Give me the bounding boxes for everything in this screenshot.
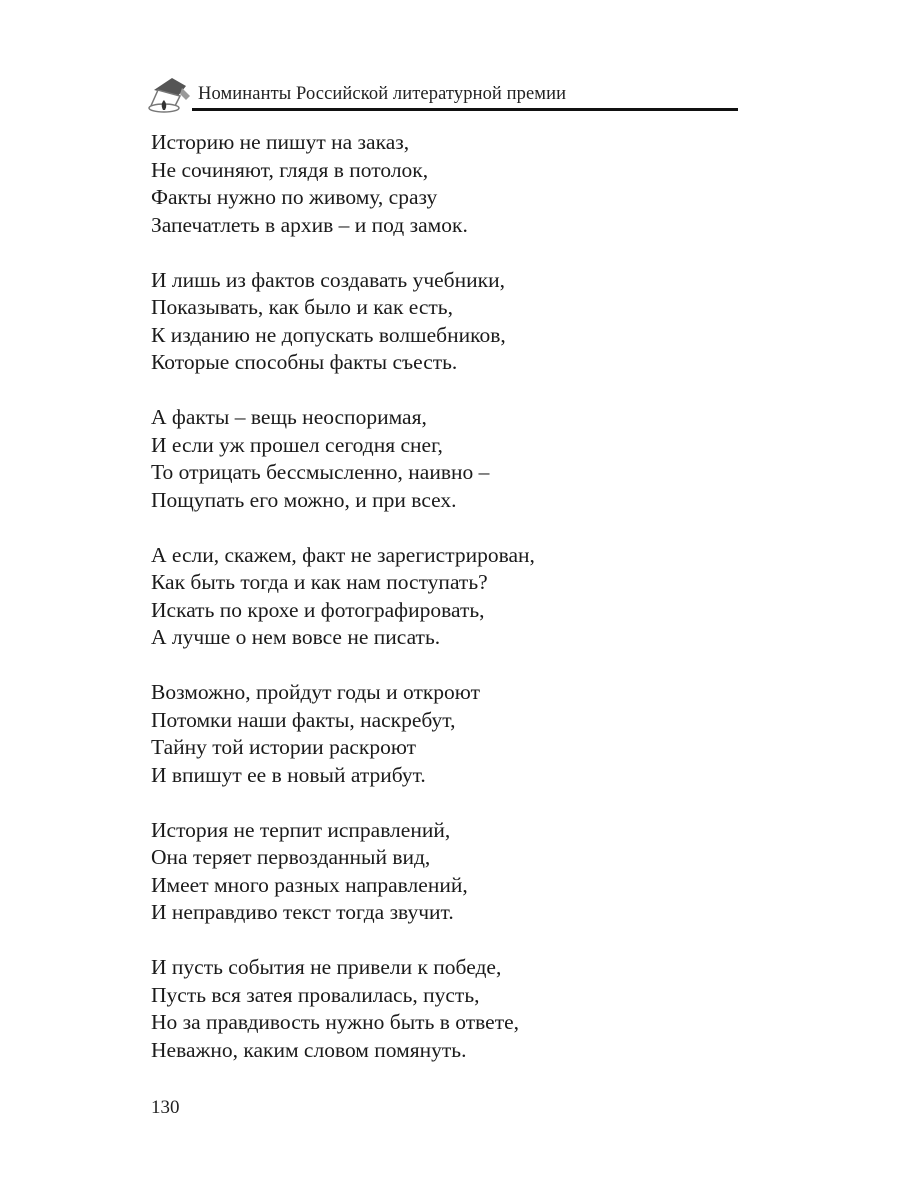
poem-line: Не сочиняют, глядя в потолок,	[151, 157, 429, 182]
poem-line: Имеет много разных направлений,	[151, 872, 468, 897]
poem-line: И неправдиво текст тогда звучит.	[151, 900, 454, 924]
poem-line: А факты – вещь неоспоримая,	[151, 405, 427, 429]
running-header	[146, 70, 738, 114]
stanza	[151, 679, 771, 789]
poem-line: Историю не пишут на заказ,	[151, 130, 410, 154]
poem-line: Как быть тогда и как нам поступать?	[151, 570, 488, 594]
poem-line: Потомки наши факты, наскребут,	[151, 707, 456, 732]
poem-line: Возможно, пройдут годы и откроют	[151, 680, 480, 704]
poem-line: Искать по крохе и фотографировать,	[151, 597, 485, 622]
stanza	[151, 267, 771, 377]
poem-line: А лучше о нем вовсе не писать.	[151, 625, 441, 649]
stanza	[151, 954, 771, 1064]
poem-line: Показывать, как было и как есть,	[151, 295, 453, 319]
stanza	[151, 129, 771, 239]
poem-line: Пощупать его можно, и при всех.	[151, 487, 457, 512]
poem-line: Которые способны факты съесть.	[151, 350, 458, 374]
poem	[151, 129, 771, 1092]
stanza	[151, 817, 771, 927]
poem-line: То отрицать бессмысленно, наивно –	[151, 460, 490, 484]
stanza	[151, 404, 771, 514]
poem-line: И пусть события не привели к победе,	[151, 955, 502, 979]
poem-line: Но за правдивость нужно быть в ответе,	[151, 1010, 520, 1034]
page-number: 130	[151, 1097, 180, 1118]
poem-line: И лишь из фактов создавать учебники,	[151, 267, 505, 292]
poem-line: Неважно, каким словом помянуть.	[151, 1037, 467, 1062]
bell-logo-icon	[146, 70, 196, 114]
poem-line: История не терпит исправлений,	[151, 817, 451, 842]
poem-line: Тайну той истории раскроют	[151, 735, 417, 759]
poem-line: И если уж прошел сегодня снег,	[151, 432, 443, 457]
stanza	[151, 542, 771, 652]
header-title: Номинанты Российской литературной премии	[198, 84, 567, 104]
poem-line: А если, скажем, факт не зарегистрирован,	[151, 542, 535, 567]
poem-line: Пусть вся затея провалилась, пусть,	[151, 982, 480, 1007]
poem-line: Запечатлеть в архив – и под замок.	[151, 212, 468, 237]
poem-line: Она теряет первозданный вид,	[151, 845, 431, 869]
poem-line: К изданию не допускать волшебников,	[151, 322, 506, 347]
poem-line: И впишут ее в новый атрибут.	[151, 762, 426, 787]
poem-line: Факты нужно по живому, сразу	[151, 185, 438, 209]
header-rule	[192, 108, 738, 111]
